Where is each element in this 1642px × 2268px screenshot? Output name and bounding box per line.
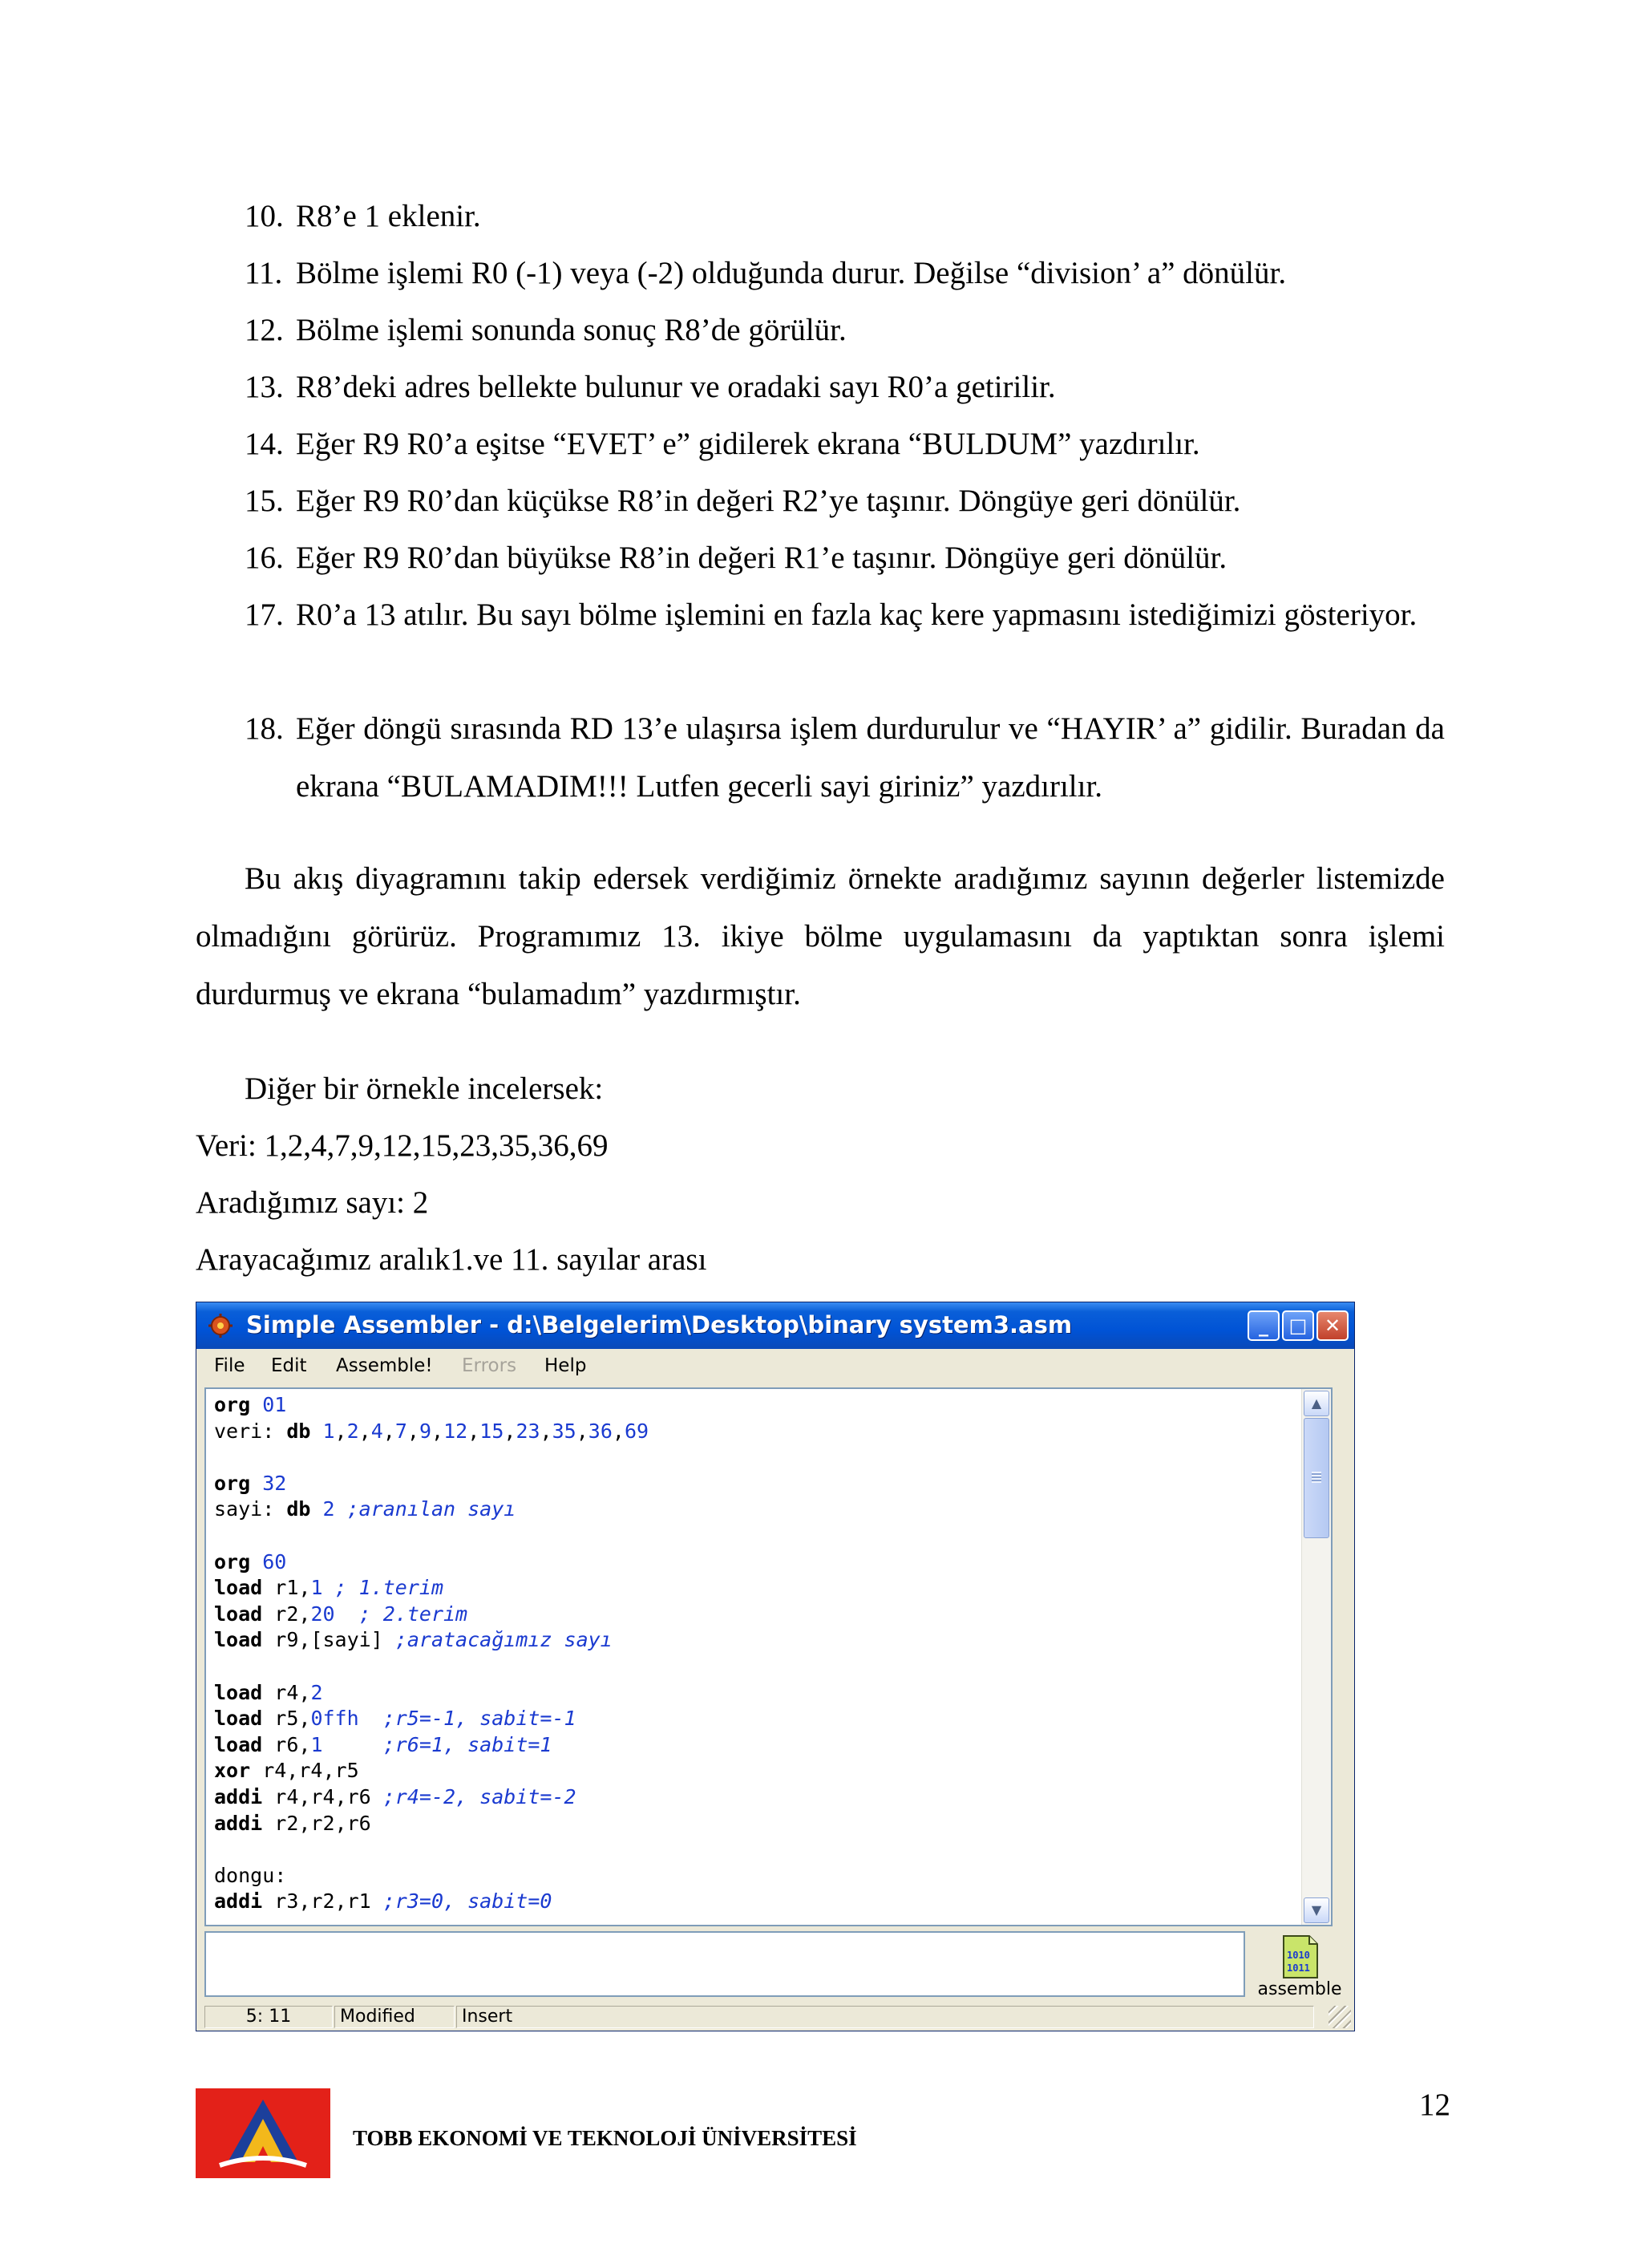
code-token: , bbox=[382, 1419, 395, 1443]
step-text: Bölme işlemi sonunda sonuç R8’de görülür. bbox=[296, 313, 847, 347]
code-token: 7 bbox=[394, 1419, 407, 1443]
code-token: r2, bbox=[262, 1602, 311, 1626]
resize-grip-icon[interactable] bbox=[1329, 2006, 1351, 2028]
code-line bbox=[214, 1575, 649, 1602]
code-token: , bbox=[467, 1419, 480, 1443]
example-intro: Diğer bir örnekle incelersek: bbox=[245, 1071, 604, 1106]
code-token: 2 bbox=[310, 1680, 323, 1704]
code-token: addi bbox=[214, 1811, 263, 1835]
code-line bbox=[214, 1496, 649, 1523]
step-16 bbox=[245, 529, 1445, 587]
code-token: r4,r4,r6 bbox=[262, 1784, 383, 1808]
svg-text:1011: 1011 bbox=[1287, 1962, 1310, 1974]
code-token: load bbox=[214, 1707, 263, 1731]
code-line bbox=[214, 1732, 649, 1759]
code-token: db bbox=[286, 1497, 311, 1521]
code-editor[interactable] bbox=[204, 1387, 1333, 1926]
code-token: org bbox=[214, 1549, 251, 1573]
step-number: 18. bbox=[245, 711, 284, 746]
code-token: 12 bbox=[443, 1419, 468, 1443]
page-number: 12 bbox=[1419, 2088, 1450, 2122]
code-token: 15 bbox=[479, 1419, 504, 1443]
code-token: r4, bbox=[262, 1680, 311, 1704]
code-token: , bbox=[406, 1419, 419, 1443]
code-token: 01 bbox=[250, 1393, 287, 1416]
code-token: db bbox=[286, 1419, 311, 1443]
code-token: load bbox=[214, 1680, 263, 1704]
code-token: , bbox=[358, 1419, 371, 1443]
code-lines bbox=[214, 1392, 649, 1915]
menu-file[interactable]: File bbox=[214, 1355, 245, 1376]
code-token: r9,[sayi] bbox=[262, 1628, 395, 1652]
code-token: ;aratacağımız sayı bbox=[394, 1628, 613, 1652]
code-token: ;r6=1, sabit=1 bbox=[322, 1732, 552, 1756]
step-text: Eğer R9 R0’a eşitse “EVET’ e” gidilerek ekrana “BULDUM” yazdırılır. bbox=[296, 427, 1200, 461]
binary-file-icon bbox=[1280, 1934, 1320, 1979]
menu-assemble[interactable]: Assemble! bbox=[336, 1355, 433, 1376]
output-pane[interactable] bbox=[204, 1931, 1245, 1997]
code-token: r1, bbox=[262, 1576, 311, 1600]
scroll-up-arrow-icon[interactable]: ▲ bbox=[1304, 1391, 1329, 1416]
code-token: ; 1.terim bbox=[322, 1576, 444, 1600]
code-token: 1 bbox=[310, 1732, 323, 1756]
code-token: r5, bbox=[262, 1707, 311, 1731]
step-text: Bölme işlemi R0 (-1) veya (-2) olduğunda durur. Değilse “division’ a” dönülür. bbox=[296, 256, 1287, 290]
code-token: , bbox=[334, 1419, 347, 1443]
step-12 bbox=[245, 302, 1445, 359]
code-token: veri: bbox=[214, 1419, 287, 1443]
code-token: xor bbox=[214, 1759, 251, 1783]
code-token: sayi: bbox=[214, 1497, 287, 1521]
code-line bbox=[214, 1680, 649, 1707]
code-line bbox=[214, 1627, 649, 1654]
menu-bar bbox=[196, 1349, 1354, 1381]
step-14 bbox=[245, 415, 1445, 473]
code-line bbox=[214, 1863, 649, 1889]
menu-edit[interactable]: Edit bbox=[271, 1355, 307, 1376]
code-token: load bbox=[214, 1576, 263, 1600]
step-number: 11. bbox=[245, 256, 283, 290]
code-token: org bbox=[214, 1393, 251, 1416]
modified-status: Modified bbox=[334, 2006, 455, 2028]
code-line bbox=[214, 1784, 649, 1811]
code-token: r3,r2,r1 bbox=[262, 1889, 383, 1914]
code-line bbox=[214, 1419, 649, 1445]
close-button[interactable]: ✕ bbox=[1316, 1310, 1349, 1341]
university-name: TOBB EKONOMİ VE TEKNOLOJİ ÜNİVERSİTESİ bbox=[353, 2126, 857, 2150]
code-token: r2,r2,r6 bbox=[262, 1811, 371, 1835]
code-token: , bbox=[540, 1419, 552, 1443]
code-token: , bbox=[612, 1419, 625, 1443]
code-token: 1 bbox=[310, 1576, 323, 1600]
code-token: load bbox=[214, 1732, 263, 1756]
code-line bbox=[214, 1654, 649, 1680]
code-token: , bbox=[431, 1419, 444, 1443]
step-10 bbox=[245, 188, 1445, 245]
code-line bbox=[214, 1889, 649, 1915]
code-token: , bbox=[576, 1419, 588, 1443]
code-line bbox=[214, 1602, 649, 1628]
code-token: dongu: bbox=[214, 1863, 287, 1887]
data-line: Veri: 1,2,4,7,9,12,15,23,35,36,69 bbox=[196, 1128, 609, 1163]
minimize-button[interactable]: _ bbox=[1248, 1310, 1280, 1341]
university-logo bbox=[196, 2088, 330, 2178]
step-number: 10. bbox=[245, 199, 284, 233]
status-bar bbox=[196, 2003, 1354, 2031]
code-token: ; 2.terim bbox=[334, 1602, 468, 1626]
code-token: r6, bbox=[262, 1732, 311, 1756]
insert-mode-status: Insert bbox=[456, 2006, 1314, 2028]
step-13 bbox=[245, 358, 1445, 416]
code-token: , bbox=[504, 1419, 516, 1443]
app-gear-icon bbox=[208, 1313, 233, 1339]
menu-errors[interactable]: Errors bbox=[462, 1355, 517, 1376]
code-token: 60 bbox=[250, 1549, 287, 1573]
code-line bbox=[214, 1523, 649, 1549]
scroll-down-arrow-icon[interactable]: ▼ bbox=[1304, 1897, 1329, 1923]
code-token: ;r5=-1, sabit=-1 bbox=[358, 1707, 576, 1731]
maximize-button[interactable]: □ bbox=[1282, 1310, 1314, 1341]
step-text: Eğer döngü sırasında RD 13’e ulaşırsa işlem durdurulur ve “HAYIR’ a” gidilir. Buradan da ekrana “BULAMADIM!!! Lutfen gecerli sayi giriniz” yazdırılır. bbox=[296, 711, 1445, 804]
step-17 bbox=[245, 586, 1445, 644]
code-token: 32 bbox=[250, 1471, 287, 1495]
step-text: R0’a 13 atılır. Bu sayı bölme işlemini en fazla kaç kere yapmasını istediğimizi gösteriyor. bbox=[296, 597, 1418, 632]
step-11 bbox=[245, 245, 1445, 302]
code-token: 0ffh bbox=[310, 1707, 359, 1731]
code-line bbox=[214, 1549, 649, 1576]
step-18 bbox=[245, 700, 1445, 816]
step-15 bbox=[245, 472, 1445, 530]
code-token: 69 bbox=[624, 1419, 649, 1443]
code-token: addi bbox=[214, 1889, 263, 1914]
code-token: ;aranılan sayı bbox=[334, 1497, 516, 1521]
assemble-button[interactable] bbox=[1255, 1930, 1345, 2002]
svg-text:1010: 1010 bbox=[1287, 1950, 1310, 1961]
vertical-scrollbar[interactable] bbox=[1301, 1389, 1331, 1925]
code-token: org bbox=[214, 1471, 251, 1495]
code-line bbox=[214, 1392, 649, 1419]
title-bar[interactable] bbox=[196, 1302, 1354, 1349]
code-token: 2 bbox=[310, 1497, 335, 1521]
code-token: addi bbox=[214, 1784, 263, 1808]
code-token: 2 bbox=[346, 1419, 359, 1443]
code-token: ;r4=-2, sabit=-2 bbox=[382, 1784, 576, 1808]
step-number: 13. bbox=[245, 370, 284, 404]
code-token: 1 bbox=[310, 1419, 335, 1443]
code-token: 35 bbox=[552, 1419, 576, 1443]
code-token: ;r3=0, sabit=0 bbox=[382, 1889, 552, 1914]
code-line bbox=[214, 1706, 649, 1732]
explanation-paragraph: Bu akış diyagramını takip edersek verdiğimiz örnekte aradığımız sayının değerler listemizde olmadığını görürüz. Programımız 13. ikiye bölme uygulamasını da yaptıktan sonra işlemi durdurmuş ve ekrana “bulamadım” yazdırmıştır. bbox=[196, 861, 1445, 1011]
code-token: r4,r4,r5 bbox=[250, 1759, 359, 1783]
step-number: 17. bbox=[245, 597, 284, 632]
simple-assembler-window bbox=[196, 1302, 1355, 2031]
code-token: 36 bbox=[588, 1419, 613, 1443]
menu-help[interactable]: Help bbox=[544, 1355, 587, 1376]
code-line bbox=[214, 1471, 649, 1497]
code-token: 9 bbox=[419, 1419, 432, 1443]
code-line bbox=[214, 1837, 649, 1863]
step-text: Eğer R9 R0’dan küçükse R8’in değeri R2’ye taşınır. Döngüye geri dönülür. bbox=[296, 484, 1241, 518]
step-number: 12. bbox=[245, 313, 284, 347]
window-title: Simple Assembler - d:\Belgelerim\Desktop\binary system3.asm bbox=[246, 1311, 1073, 1339]
step-text: R8’deki adres bellekte bulunur ve oradaki sayı R0’a getirilir. bbox=[296, 370, 1056, 404]
code-token: 23 bbox=[516, 1419, 540, 1443]
code-token: 20 bbox=[310, 1602, 335, 1626]
step-text: R8’e 1 eklenir. bbox=[296, 199, 481, 233]
assemble-label: assemble bbox=[1257, 1979, 1342, 1999]
code-token: load bbox=[214, 1628, 263, 1652]
step-number: 16. bbox=[245, 541, 284, 575]
step-text: Eğer R9 R0’dan büyükse R8’in değeri R1’e taşınır. Döngüye geri dönülür. bbox=[296, 541, 1227, 575]
search-value-line: Aradığımız sayı: 2 bbox=[196, 1185, 429, 1220]
range-line: Arayacağımız aralık1.ve 11. sayılar arası bbox=[196, 1242, 707, 1277]
cursor-position: 5: 11 bbox=[204, 2006, 333, 2028]
code-token: load bbox=[214, 1602, 263, 1626]
code-token: 4 bbox=[370, 1419, 383, 1443]
code-line bbox=[214, 1758, 649, 1784]
code-line bbox=[214, 1811, 649, 1837]
step-number: 14. bbox=[245, 427, 284, 461]
code-line bbox=[214, 1444, 649, 1471]
step-number: 15. bbox=[245, 484, 284, 518]
scroll-thumb[interactable] bbox=[1304, 1418, 1329, 1538]
